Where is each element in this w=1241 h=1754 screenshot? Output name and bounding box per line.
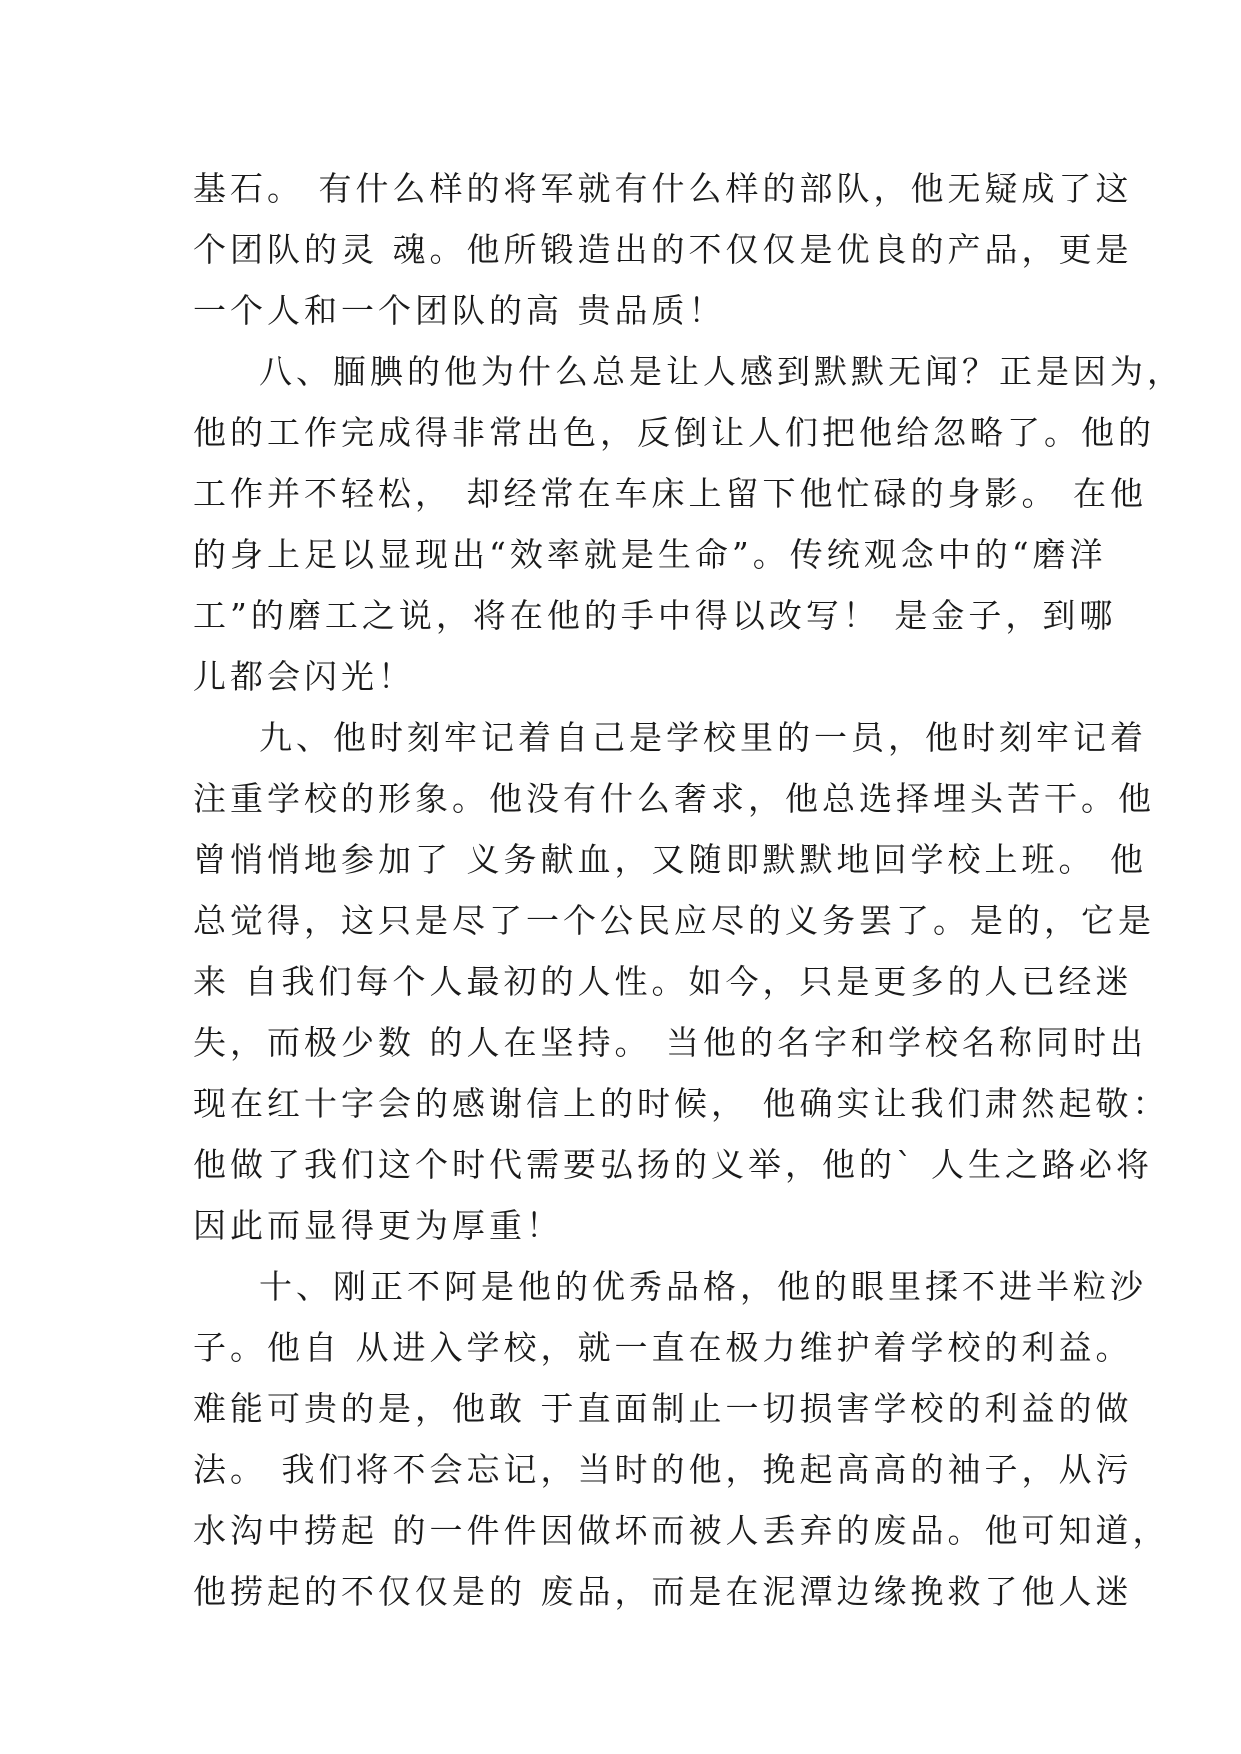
text-line: 十、刚正不阿是他的优秀品格，他的眼里揉不进半粒沙 bbox=[259, 1267, 1147, 1306]
text-line: 一个人和一个团队的高 贵品质！ bbox=[193, 291, 726, 330]
text-line: 因此而显得更为厚重！ bbox=[193, 1206, 563, 1245]
text-line: 他做了我们这个时代需要弘扬的义举，他的` 人生之路必将 bbox=[193, 1145, 1153, 1184]
text-line: 难能可贵的是，他敢 于直面制止一切损害学校的利益的做 bbox=[193, 1389, 1133, 1428]
text-line: 来 自我们每个人最初的人性。如今，只是更多的人已经迷 bbox=[193, 962, 1133, 1001]
text-line: 子。他自 从进入学校，就一直在极力维护着学校的利益。 bbox=[193, 1328, 1133, 1367]
text-line: 失，而极少数 的人在坚持。 当他的名字和学校名称同时出 bbox=[193, 1023, 1147, 1062]
text-line: 法。 我们将不会忘记，当时的他，挽起高高的袖子，从污 bbox=[193, 1450, 1133, 1489]
text-line: 基石。 有什么样的将军就有什么样的部队，他无疑成了这 bbox=[193, 169, 1133, 208]
text-line: 八、腼腆的他为什么总是让人感到默默无闻？正是因为， bbox=[259, 352, 1184, 391]
text-line: 他捞起的不仅仅是的 废品，而是在泥潭边缘挽救了他人迷 bbox=[193, 1572, 1133, 1611]
text-line: 工作并不轻松， 却经常在车床上留下他忙碌的身影。 在他 bbox=[193, 474, 1147, 513]
text-line: 曾悄悄地参加了 义务献血，又随即默默地回学校上班。 他 bbox=[193, 840, 1147, 879]
text-line: 个团队的灵 魂。他所锻造出的不仅仅是优良的产品，更是 bbox=[193, 230, 1133, 269]
text-line: 儿都会闪光！ bbox=[193, 657, 415, 696]
text-line: 工”的磨工之说，将在他的手中得以改写！ 是金子，到哪 bbox=[193, 596, 1117, 635]
text-line: 现在红十字会的感谢信上的时候， 他确实让我们肃然起敬： bbox=[193, 1084, 1170, 1123]
text-line: 总觉得，这只是尽了一个公民应尽的义务罢了。是的，它是 bbox=[193, 901, 1155, 940]
text-line: 水沟中捞起 的一件件因做坏而被人丢弃的废品。他可知道， bbox=[193, 1511, 1170, 1550]
text-line: 他的工作完成得非常出色，反倒让人们把他给忽略了。他的 bbox=[193, 413, 1155, 452]
text-line: 九、他时刻牢记着自己是学校里的一员，他时刻牢记着 bbox=[259, 718, 1147, 757]
text-line: 注重学校的形象。他没有什么奢求，他总选择埋头苦干。他 bbox=[193, 779, 1155, 818]
text-line: 的身上足以显现出“效率就是生命”。传统观念中的“磨洋 bbox=[193, 535, 1107, 574]
body-text bbox=[193, 158, 1184, 1622]
